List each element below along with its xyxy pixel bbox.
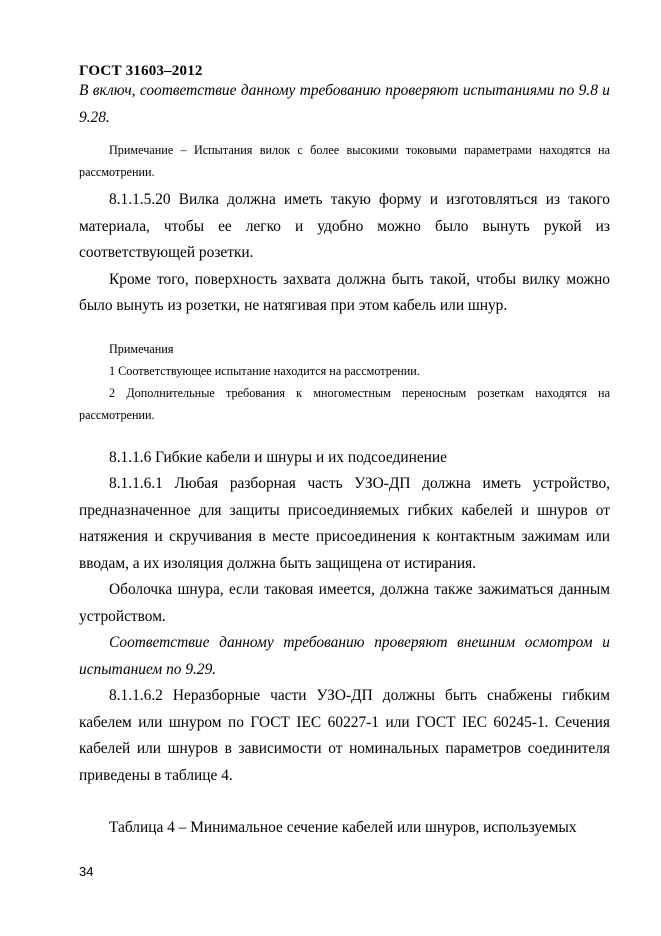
table-4-caption: Таблица 4 – Минимальное сечение кабелей или шнуров, используемых bbox=[109, 819, 577, 836]
paragraph-8-1-1-6-1: 8.1.1.6.1 Любая разборная часть УЗО-ДП должна иметь устройство, предназначенное для защиты присоединяемых гибких кабелей и шнуров от натяжения и скручивания в месте присоединения к контактным зажимам или вводам, а их изоляция должна быть защищена от истирания. bbox=[79, 475, 610, 572]
paragraph-verification-9-29: Соответствие данному требованию проверяют внешним осмотром и испытанием по 9.29. bbox=[79, 634, 610, 678]
notes-block bbox=[79, 338, 610, 426]
notes-item-1: 1 Соответствующее испытание находится на рассмотрении. bbox=[109, 363, 420, 378]
page-number: 34 bbox=[79, 864, 94, 879]
section-heading-8-1-1-6: 8.1.1.6 Гибкие кабели и шнуры и их подсоединение bbox=[109, 448, 447, 466]
document-body bbox=[79, 78, 610, 842]
paragraph-verification-intro: В включ, соответствие данному требованию проверяют испытаниями по 9.8 и 9.28. bbox=[79, 82, 610, 126]
notes-title: Примечания bbox=[109, 341, 174, 356]
paragraph-grip-surface: Кроме того, поверхность захвата должна быть такой, чтобы вилку можно было вынуть из розетки, не натягивая при этом кабель или шнур. bbox=[79, 270, 610, 314]
paragraph-8-1-1-6-2: 8.1.1.6.2 Неразборные части УЗО-ДП должны быть снабжены гибким кабелем или шнуром по ГОСТ IEC 60227-1 или ГОСТ IEC 60245-1. Сечения кабелей или шнуров в зависимости от номинальных параметров соединителя приведены в таблице 4. bbox=[79, 687, 610, 784]
notes-item-2: 2 Дополнительные требования к многоместным переносным розеткам находятся на рассмотрении. bbox=[79, 385, 610, 422]
document-header: ГОСТ 31603–2012 bbox=[79, 63, 203, 79]
note-high-current-plugs: Примечание – Испытания вилок с более высокими токовыми параметрами находятся на рассмотрении. bbox=[79, 143, 610, 179]
paragraph-8-1-1-5-20: 8.1.1.5.20 Вилка должна иметь такую форму и изготовляться из такого материала, чтобы ее легко и удобно можно было вынуть рукой из соответствующей розетки. bbox=[79, 191, 610, 261]
paragraph-cord-sheath: Оболочка шнура, если таковая имеется, должна также зажиматься данным устройством. bbox=[79, 581, 610, 625]
